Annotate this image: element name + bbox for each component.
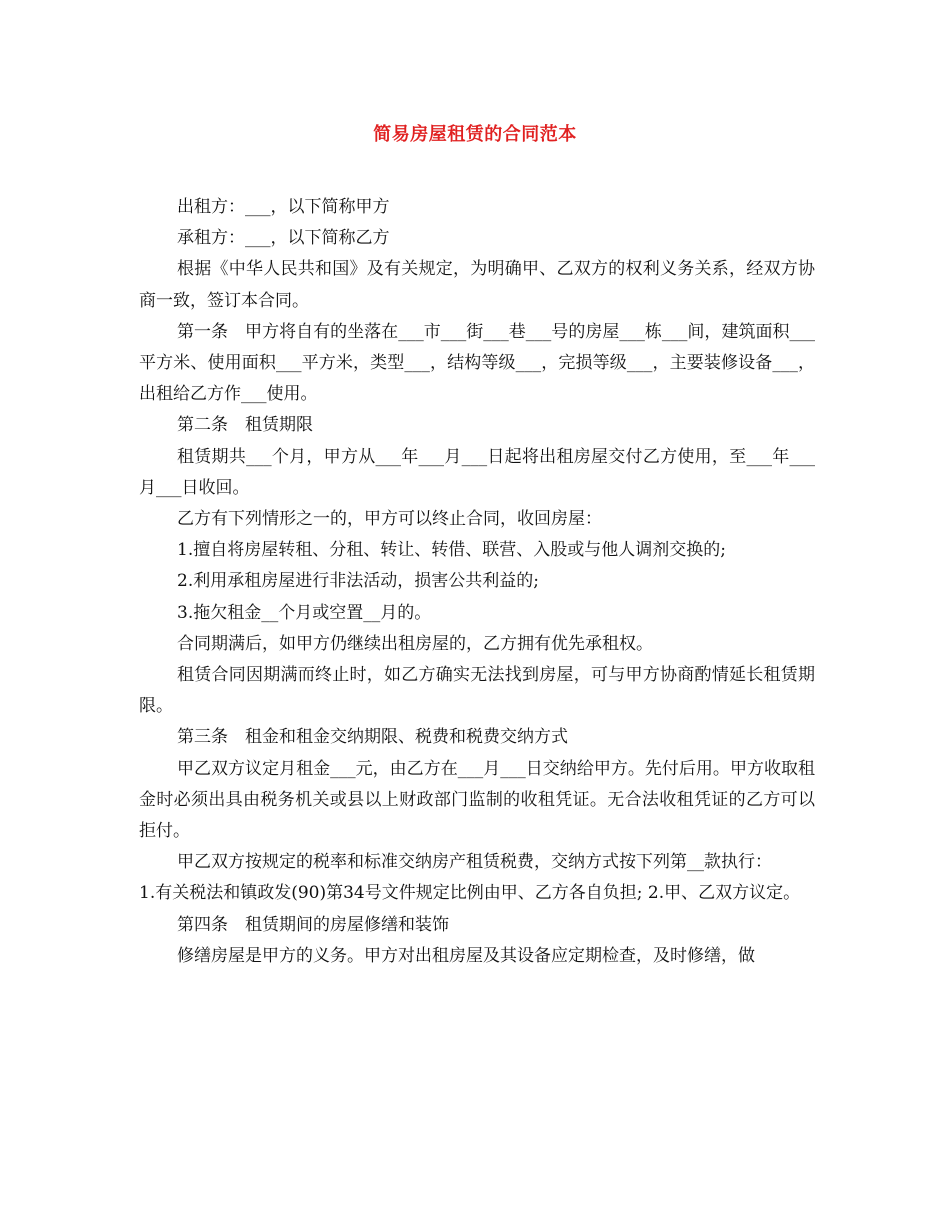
article-4-heading: 第四条 租赁期间的房屋修缮和装饰 [177, 914, 449, 935]
preamble-paragraph: 根据《中华人民共和国》及有关规定，为明确甲、乙双方的权利义务关系，经双方协商一致，签订本合同。 [139, 259, 815, 311]
rent-payment-paragraph: 甲乙双方议定月租金___元，由乙方在___月___日交纳给甲方。先付后用。甲方收取租金时必须出具由税务机关或县以上财政部门监制的收租凭证。无合法收租凭证的乙方可以拒付。 [139, 758, 815, 842]
termination-conditions-intro: 乙方有下列情形之一的，甲方可以终止合同，收回房屋： [177, 509, 602, 530]
lease-term-paragraph: 租赁期共___个月，甲方从___年___月___日起将出租房屋交付乙方使用，至___年___月___日收回。 [139, 446, 815, 498]
lessor-line: 出租方：___，以下简称甲方 [177, 197, 390, 217]
document-title: 简易房屋租赁的合同范本 [373, 124, 577, 145]
article-1-paragraph: 第一条 甲方将自有的坐落在___市___街___巷___号的房屋___栋___间，建筑面积___平方米、使用面积___平方米，类型___，结构等级___，完损等级___，主要装修设备___，出租给乙方作___使用。 [139, 321, 815, 405]
article-2-heading: 第二条 租赁期限 [177, 415, 313, 436]
termination-condition-1: 1.擅自将房屋转租、分租、转让、转借、联营、入股或与他人调剂交换的; [177, 540, 726, 561]
repair-duty-paragraph: 修缮房屋是甲方的义务。甲方对出租房屋及其设备应定期检查，及时修缮，做 [177, 945, 755, 966]
priority-renewal-paragraph: 合同期满后，如甲方仍继续出租房屋的，乙方拥有优先承租权。 [177, 633, 653, 654]
tax-payment-paragraph: 甲乙双方按规定的税率和标准交纳房产租赁税费，交纳方式按下列第__款执行： [177, 852, 772, 873]
termination-condition-3: 3.拖欠租金__个月或空置__月的。 [177, 602, 432, 623]
document-body [139, 192, 815, 972]
tax-options-paragraph: 1.有关税法和镇政发(90)第34号文件规定比例由甲、乙方各自负担; 2.甲、乙双方议定。 [139, 883, 801, 904]
lessee-line: 承租方：___，以下简称乙方 [177, 228, 390, 249]
article-3-heading: 第三条 租金和租金交纳期限、税费和税费交纳方式 [177, 727, 568, 748]
termination-condition-2: 2.利用承租房屋进行非法活动，损害公共利益的; [177, 571, 539, 592]
lease-extension-paragraph: 租赁合同因期满而终止时，如乙方确实无法找到房屋，可与甲方协商酌情延长租赁期限。 [139, 665, 815, 717]
